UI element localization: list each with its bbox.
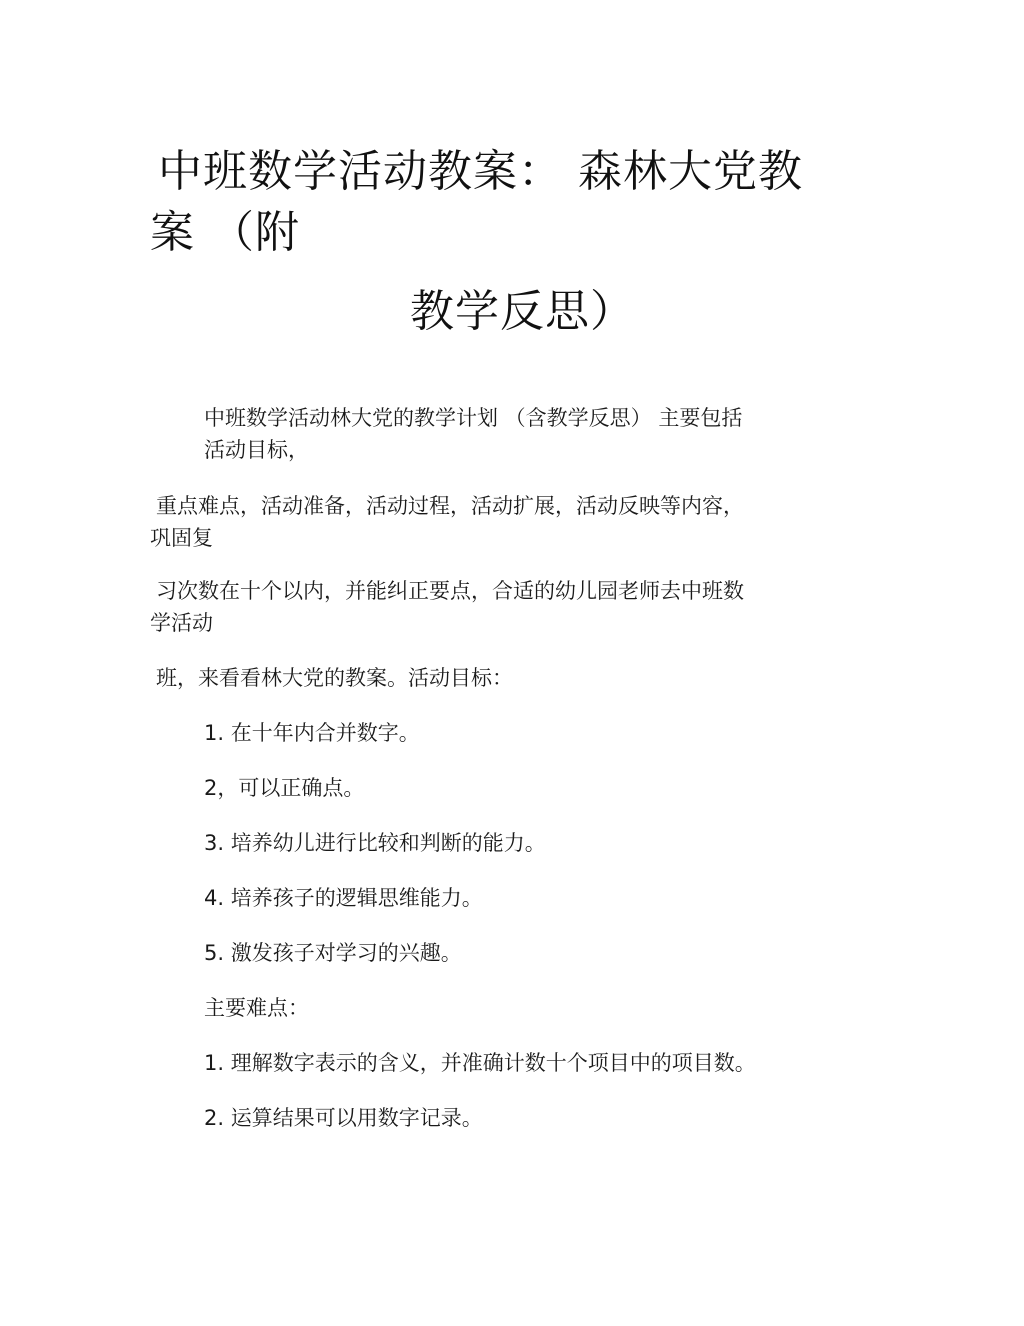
body-paragraph-3-line-1: 班，来看看林大党的教案。活动目标： (156, 666, 513, 690)
intro-line-1: 中班数学活动林大党的教学计划 （含教学反思） 主要包括 (204, 406, 743, 430)
difficulty-item-1: 1. 理解数字表示的含义，并准确计数十个项目中的项目数。 (204, 1051, 756, 1075)
body-paragraph-1-line-2: 巩固复 (150, 526, 213, 550)
body-paragraph-2-line-2: 学活动 (150, 611, 213, 635)
difficulty-item-2: 2. 运算结果可以用数字记录。 (204, 1106, 483, 1130)
body-paragraph-2-line-1: 习次数在十个以内，并能纠正要点，合适的幼儿园老师去中班数 (156, 579, 744, 603)
goal-item-5: 5. 激发孩子对学习的兴趣。 (204, 941, 462, 965)
goal-item-1: 1. 在十年内合并数字。 (204, 721, 420, 745)
goal-item-2: 2，可以正确点。 (204, 776, 365, 800)
difficulties-heading: 主要难点： (204, 996, 309, 1020)
intro-line-2: 活动目标， (204, 438, 309, 462)
body-paragraph-1-line-1: 重点难点，活动准备，活动过程，活动扩展，活动反映等内容， (156, 494, 744, 518)
body-paragraph-3 (150, 662, 513, 694)
goal-item-3: 3. 培养幼儿进行比较和判断的能力。 (204, 831, 546, 855)
document-title-line-3: 教学反思） (410, 286, 635, 337)
body-paragraph-2 (150, 575, 744, 639)
intro-paragraph (204, 402, 742, 466)
document-title-line-1: 中班数学活动教案： 森林大党教 (158, 146, 803, 197)
body-paragraph-1 (150, 490, 744, 554)
document-title-line-2: 案 （附 (150, 207, 300, 258)
goal-item-4: 4. 培养孩子的逻辑思维能力。 (204, 886, 483, 910)
